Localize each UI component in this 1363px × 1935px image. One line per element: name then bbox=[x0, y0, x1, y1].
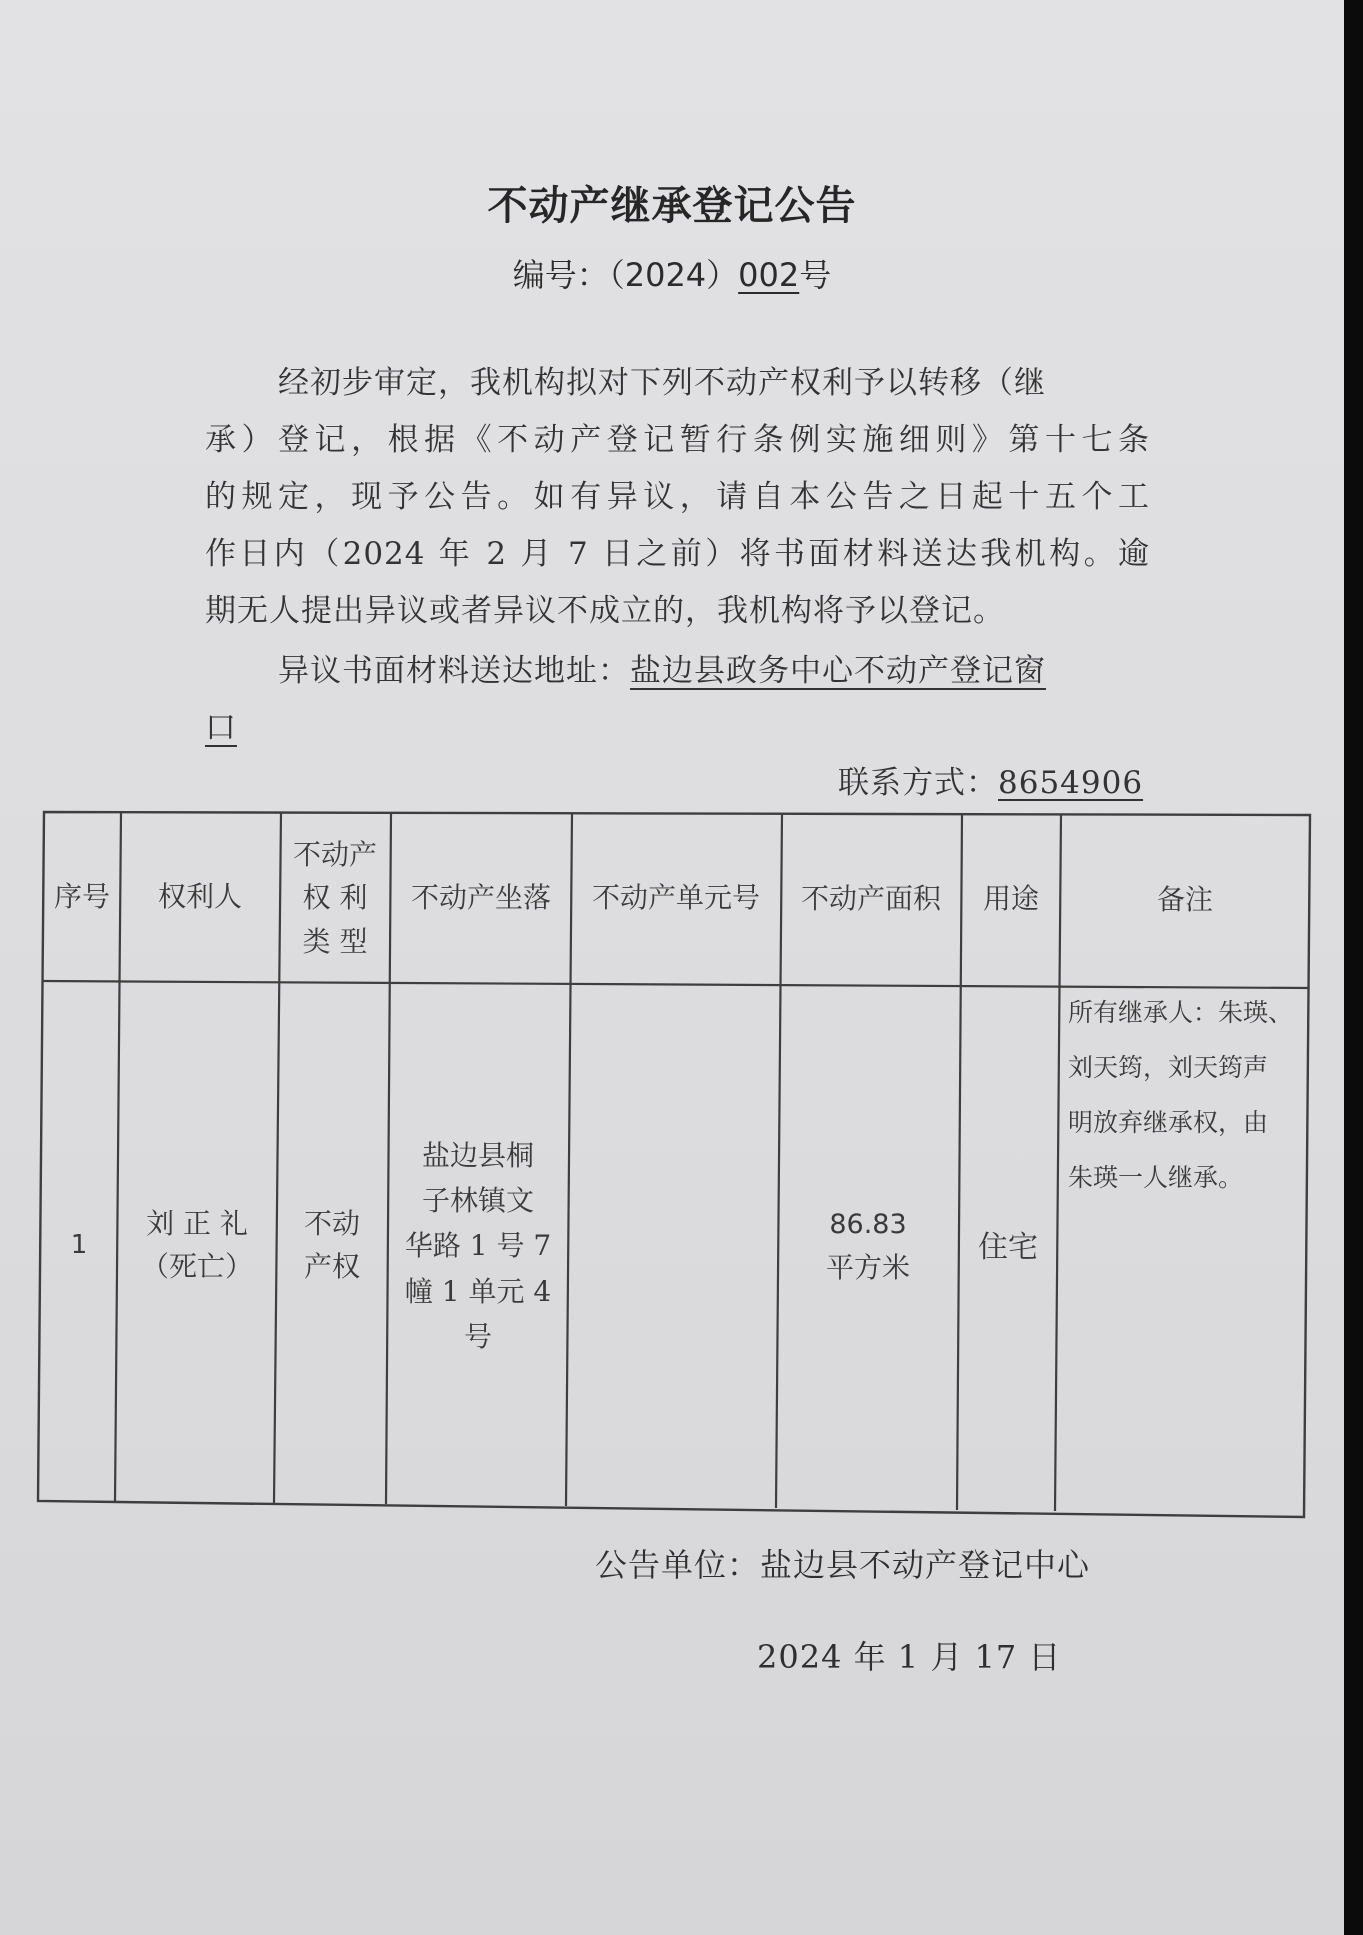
row-right-type-line: 不动 bbox=[303, 1206, 360, 1240]
row-right-type bbox=[277, 985, 387, 1505]
issue-date: 2024 年 1 月 17 日 bbox=[757, 1638, 1062, 1676]
row-seq: 1 bbox=[70, 1229, 88, 1260]
issuer-signature-line: 公告单位：盐边县不动产登记中心 bbox=[595, 1546, 1091, 1584]
row-remark-line: 所有继承人：朱瑛、 bbox=[1068, 998, 1294, 1027]
header-right-type-line: 权 利 bbox=[302, 881, 368, 915]
header-location: 不动产坐落 bbox=[410, 881, 551, 915]
contact-value: 8654906 bbox=[998, 765, 1144, 801]
paragraph-line-1: 经初步审定，我机构拟对下列不动产权利予以转移（继 bbox=[278, 365, 1046, 401]
paragraph-line-5: 期无人提出异议或者异议不成立的，我机构将予以登记。 bbox=[205, 593, 1005, 629]
address-value: 盐边县政务中心不动产登记窗 bbox=[630, 653, 1046, 689]
row-holder bbox=[118, 985, 276, 1505]
row-holder-note: （死亡） bbox=[140, 1250, 253, 1283]
row-usage: 住宅 bbox=[978, 1229, 1038, 1265]
header-area: 不动产面积 bbox=[800, 882, 941, 916]
header-unit-no: 不动产单元号 bbox=[591, 881, 760, 915]
row-remark-line: 明放弃继承权，由 bbox=[1068, 1108, 1269, 1137]
row-right-type-line: 产权 bbox=[303, 1250, 360, 1283]
address-value-continued: 口 bbox=[205, 710, 237, 746]
row-location-line: 子林镇文 bbox=[421, 1183, 534, 1217]
row-holder-name: 刘 正 礼 bbox=[146, 1206, 248, 1240]
row-remark-line: 刘天筠，刘天筠声 bbox=[1068, 1053, 1269, 1082]
document-title: 不动产继承登记公告 bbox=[487, 183, 857, 229]
row-location-line: 幢 1 单元 4 bbox=[404, 1274, 552, 1308]
row-location-line: 盐边县桐 bbox=[421, 1138, 534, 1172]
contact-label: 联系方式： bbox=[838, 765, 998, 801]
row-area-value: 86.83 bbox=[829, 1209, 907, 1241]
address-label: 异议书面材料送达地址： bbox=[278, 653, 630, 689]
row-location bbox=[388, 985, 568, 1507]
paragraph-line-2: 承）登记，根据《不动产登记暂行条例实施细则》第十七条 bbox=[205, 422, 1150, 458]
paragraph-line-4: 作日内（2024 年 2 月 7 日之前）将书面材料送达我机构。逾 bbox=[205, 536, 1150, 572]
row-area-unit: 平方米 bbox=[825, 1251, 910, 1285]
row-remark-line: 朱瑛一人继承。 bbox=[1068, 1163, 1244, 1192]
row-remark bbox=[1068, 985, 1306, 1511]
header-right-type-line: 不动产 bbox=[292, 837, 377, 871]
header-right-type-line: 类 型 bbox=[302, 924, 368, 958]
row-unit-no bbox=[569, 985, 777, 1507]
header-holder: 权利人 bbox=[157, 880, 242, 914]
header-usage: 用途 bbox=[982, 882, 1039, 916]
header-right-type bbox=[281, 812, 389, 984]
row-location-line: 号 bbox=[463, 1320, 492, 1354]
row-area bbox=[779, 985, 957, 1509]
document-number-prefix: 编号：（2024） bbox=[512, 256, 739, 294]
header-remark: 备注 bbox=[1156, 883, 1213, 917]
paragraph-line-3: 的规定，现予公告。如有异议，请自本公告之日起十五个工 bbox=[205, 479, 1150, 515]
document-number-value: 002 bbox=[738, 256, 800, 294]
row-location-line: 华路 1 号 7 bbox=[404, 1229, 552, 1263]
document-number-suffix: 号 bbox=[799, 256, 832, 294]
header-seq: 序号 bbox=[53, 880, 110, 914]
